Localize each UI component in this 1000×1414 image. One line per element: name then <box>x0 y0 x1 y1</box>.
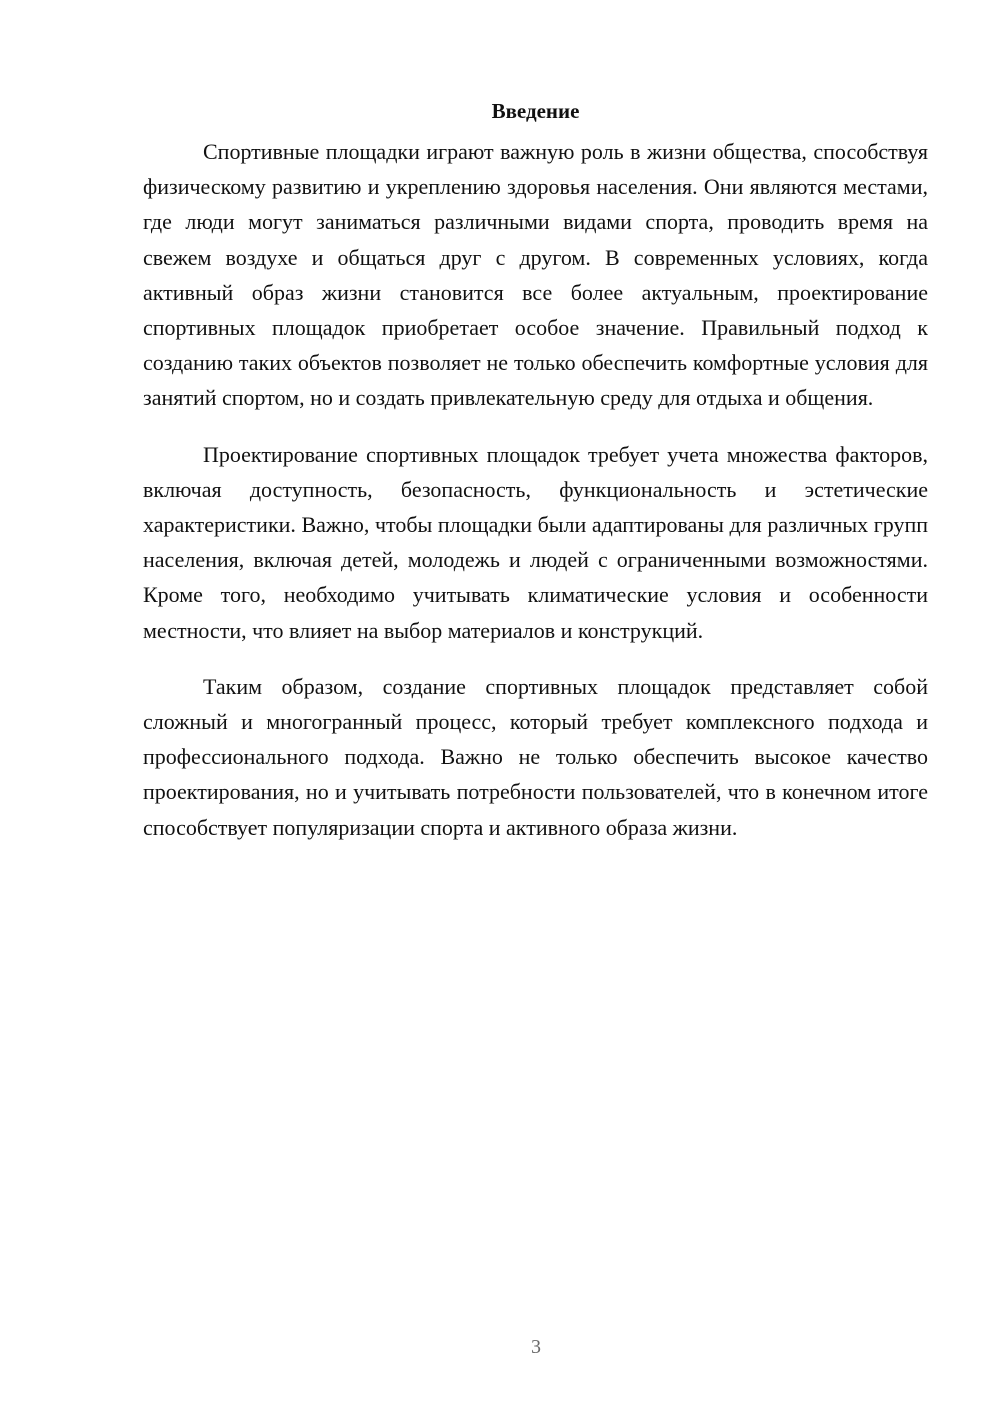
section-heading: Введение <box>491 99 580 123</box>
document-body <box>143 94 928 845</box>
paragraph-2: Проектирование спортивных площадок требует учета множества факторов, включая доступность, безопасность, функциональность и эстетические характеристики. Важно, чтобы площадки были адаптированы для различных групп населения, включая детей, молодежь и людей с ограниченными возможностями. Кроме того, необходимо учитывать климатические условия и особенности местности, что влияет на выбор материалов и конструкций. <box>143 441 928 643</box>
page-number: 3 <box>531 1336 541 1358</box>
paragraph-3: Таким образом, создание спортивных площадок представляет собой сложный и многогранный процесс, который требует комплексного подхода и профессионального подхода. Важно не только обеспечить высокое качество проектирования, но и учитывать потребности пользователей, что в конечном итоге способствует популяризации спорта и активного образа жизни. <box>143 673 928 840</box>
paragraph-1: Спортивные площадки играют важную роль в жизни общества, способствуя физическому развитию и укреплению здоровья населения. Они являются местами, где люди могут заниматься различными видами спорта, проводить время на свежем воздухе и общаться друг с другом. В современных условиях, когда активный образ жизни становится все более актуальным, проектирование спортивных площадок приобретает особое значение. Правильный подход к созданию таких объектов позволяет не только обеспечить комфортные условия для занятий спортом, но и создать привлекательную среду для отдыха и общения. <box>143 139 928 411</box>
